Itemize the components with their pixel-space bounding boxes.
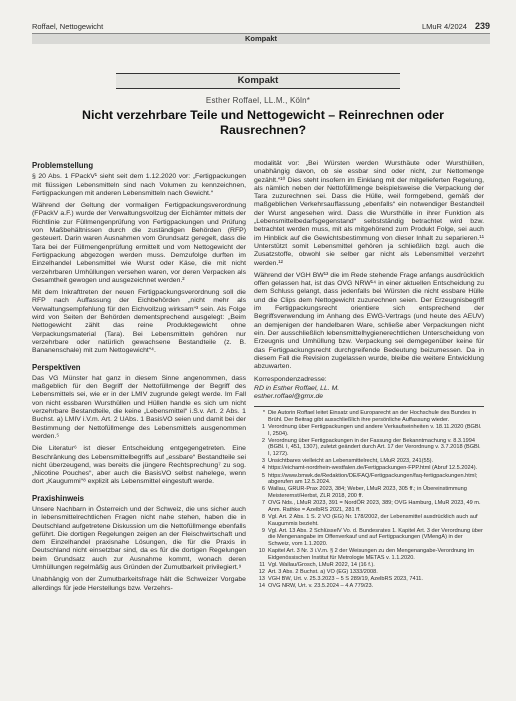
- paragraph: Während der VGH BW¹³ die im Rede stehende Frage anfangs ausdrücklich offen gelassen hat, ist das OVG NRW¹⁴ in einer aktuellen Entscheidung zu dem Schluss gelangt, dass jedenfalls bei Würsten die nicht essbare Hülle und die Clips dem Nettogewicht zuzurechnen seien. Der Erzeugnisbegriff im Fertigpackungsrecht orientiere sich entsprechend der Begriffsverwendung im Anhang des EWG-Vertrags (und heute des AEUV) an demjenigen der handelbaren Ware, schließe aber Verpackungen nicht ein. Der ausschließlich lebensmittelhygienerechtlichen Unterscheidung von Erzeugnis und Umhüllung bzw. Verpackung sei demgegenüber keine für das Fertigpackungsrecht durchgreifende Bedeutung beizumessen. Da in diesem Fall die Revision zugelassen wurde, bleibe die weitere Entwicklung abzuwarten.: [254, 271, 484, 371]
- footnote: [254, 473, 484, 486]
- footnote-number: 3: [261, 458, 265, 465]
- paragraph: Unabhängig von der Zumutbarkeitsfrage hält die Schweizer Vorgabe allerdings für jede Herstellungs bzw. Verzehrs-: [32, 576, 246, 592]
- left-column: [32, 160, 246, 695]
- heading-perspektiven: Perspektiven: [32, 362, 81, 372]
- section-heading-box: Kompakt: [116, 73, 400, 89]
- footnote: [254, 514, 484, 527]
- footnote-text: Verordnung über Fertigpackungen in der Fassung der Bekanntmachung v. 8.3.1994 (BGBl. I, 451, 1307), zuletzt geändert durch Art. 17 der Verordnung v. 3.7.2018 (BGBl. I, 1272).: [268, 437, 481, 458]
- footnote-number: 8: [261, 513, 265, 520]
- footnote-text: https://eichamt-nordrhein-westfalen.de/Fertigpackungen-FPP.html (Abruf 12.5.2024).: [268, 465, 478, 472]
- footnote-number: 13: [258, 576, 265, 583]
- journal-issue: LMuR 4/2024: [421, 21, 467, 31]
- paragraph: Unsere Nachbarn in Österreich und der Schweiz, die uns sicher auch in lebensmittelrechtlichen Fragen nicht nahe stehen, haben die in Deutschland aufgetretene Diskussion um die Nettofüllmenge ebenfalls geführt. Die dortigen Regelungen zeigen an der Fleischwirtschaft und dem Einzelhandel praxisnahe Lösungen, die für die Praxis in Deutschland nicht einsetzbar sind, da es für die dortigen Regelungen beim Grundsatz auch zur Ausnahme kommt, wonach deren Umhüllungen regelmäßig aus Gründen der Zumutbarkeit privilegiert.⁹: [32, 505, 246, 572]
- paragraph: § 20 Abs. 1 FPackV¹ sieht seit dem 1.12.2020 vor: „Fertigpackungen mit flüssigen Lebensmitteln sind nach Volumen zu kennzeichnen, Fertigpackungen mit anderen Lebensmitteln nach Gewicht.“: [32, 173, 246, 197]
- footnote-text: OVG NRW, Urt. v. 23.5.2024 – 4 A 779/23.: [268, 583, 374, 590]
- footnote: [254, 438, 484, 458]
- footnote-text: Vgl. Art. 2 Abs. 1 S. 2 VO (EG) Nr. 178/2002, der Lebensmittel ausdrücklich auch auf Kaugummis bezieht.: [268, 513, 478, 527]
- footnote-number: 14: [258, 583, 265, 590]
- author-line: Esther Roffael, LL.M., Köln*: [205, 96, 311, 105]
- footnote-number: 2: [261, 437, 265, 444]
- footnote-text: OVG Nds., LMuR 2023, 391 = NordÖR 2023, 389; OVG Hamburg, LMuR 2023, 49 m. Anm. Rathke = AzelbRS 2021, 281 ff.: [268, 500, 481, 513]
- footnote: [254, 562, 484, 569]
- footnote-text: Wallau, GRUR-Prax 2023, 384; Weber, LMuR 2023, 305 ff.; in Übereinstimmung Meisterernst/Herbst, ZLR 2018, 200 ff.: [268, 486, 467, 499]
- footnote-number: 4: [261, 465, 265, 472]
- footnote: [254, 548, 484, 561]
- footnote-number: 5: [261, 472, 265, 479]
- footnotes: [254, 406, 484, 590]
- footnote-text: Die Autorin Roffael leitet Einsatz und Europarecht an der Hochschule des Bundes in Brühl. Der Beitrag gibt ausschließlich ihre persönliche Auffassung wieder.: [268, 410, 476, 423]
- running-head-author: Roffael, Nettogewicht: [32, 21, 104, 31]
- footnote: [254, 486, 484, 499]
- correspondence-name: RD in Esther Roffael, LL. M.: [254, 384, 340, 392]
- footnote-number: *: [262, 410, 265, 417]
- footnote-text: Unsichtbares vielleicht an Lebensmittelrecht, LMuR 2023, 241(55).: [268, 458, 434, 465]
- footnote-text: Art. 3 Abs. 2 Buchst. a) VO (EG) 1333/2008.: [268, 569, 378, 576]
- heading-problemstellung: Problemstellung: [32, 161, 94, 170]
- article-title: Nicht verzehrbare Teile und Nettogewicht – Reinrechnen oder Rausrechnen?: [82, 108, 444, 137]
- running-head: [32, 20, 490, 32]
- paragraph: Mit dem Inkrafttreten der neuen Fertigpackungsverordnung soll die RFP nach Auffassung der Eichbehörden „nicht mehr als Verwaltungsempfehlung für den Eichvollzug wirksam“³ sein. Als Folge wird von Seiten der Behörden dementsprechend ausgelegt: „Beim Nettogewicht zählt das reine Produktegewicht ohne Verpackungsmaterial (Tara). Bei Lebensmitteln gehören nur verzehrbare oder natürlich gewachsene Bestandteile (z. B. Bananenschale) mit zum Nettogewicht“⁴.: [32, 289, 246, 355]
- running-head-right: [422, 21, 490, 31]
- heading-praxishinweis: Praxishinweis: [32, 493, 85, 503]
- footnote: [254, 465, 484, 472]
- paragraph: Das VG Münster hat ganz in diesem Sinne angenommen, dass maßgeblich für den Begriff der Nettofüllmenge der Begriff des Lebensmittels sei, wie er in der LMIV zugrunde gelegt werde. Im Fall von nicht essbaren Wursthüllen und Hüllen handle es sich um nicht verzehrbare Bestandteile, die keine „Lebensmittel“ i.S.v. Art. 2 Abs. 1 Buchst. a) LMIV i.V.m. Art. 2 UAbs. 1 BasisVO seien und damit bei der Bestimmung der Nettofüllmenge des Lebensmittels ausgenommen werden.⁵: [32, 374, 246, 440]
- footnote: [254, 500, 484, 513]
- footnote: [254, 569, 484, 576]
- footnote: [254, 583, 484, 590]
- footnote: [254, 528, 484, 548]
- footnote: [254, 458, 484, 465]
- footnote-text: Vgl. Wallau/Grosch, LMuR 2022, 14 (16 f.).: [268, 561, 375, 568]
- footnote-number: 11: [259, 561, 265, 568]
- footnote: [254, 576, 484, 583]
- footnote-text: Kapitel Art. 3 Nr. 3 i.V.m. § 2 der Weisungen zu den Mengenangabe-Verordnung im Eidgenössischen Institut für Metrologie METAS v. 1.1.2020.: [268, 548, 474, 561]
- footnote-number: 10: [258, 548, 265, 555]
- page-number: 239: [474, 21, 490, 31]
- footnote: [254, 424, 484, 437]
- footnote-text: VGH BW, Urt. v. 25.3.2023 – 5 S 289/19, AzelbRS 2023, 7411.: [268, 576, 423, 583]
- top-category-band: Kompakt: [32, 33, 490, 44]
- right-column: [254, 160, 484, 695]
- paragraph: modalität vor: „Bei Würsten werden Wursthäute oder Wursthüllen, unabhängig davon, ob sie essbar sind oder nicht, zur Nettomenge gezählt.“¹⁰ Dies steht insofern im Einklang mit der mitgelieferten Regelung, als nämlich neben der Nettofüllmenge beispielsweise die Verpackung der Tara zuzurechnen sei. Dass die Hülle, weil formgebend, gemäß der maßgeblichen Verkehrsauffassung „ebenfalls“ ein notwendiger Bestandteil der Wurst angesehen wird. Dass die Wursthülle in ihrer Funktion als „Lebensmittelbedarfsgegenstand“ selbstständig betrachtet wird bzw. betrachtet werden muss, mit als mitgehörend zum Produkt Folge, sei auch im Hinblick auf die Gewichtsbestimmung von dieser Inhalt zu separieren.¹¹ Unterstützt somit Lebensmittel gehören ja schließlich bzgl. auch die Zusatzstoffe, obwohl sie selber gar nicht als Lebensmittel verzehrt werden.¹²: [254, 160, 484, 267]
- footnote-text: https://www.bmwk.de/Redaktion/DE/FAQ/Fertigpackungen/faq-fertigpackungen.html; abgerufen am 12.5.2024.: [268, 472, 478, 486]
- footnote-text: Verordnung über Fertigpackungen und andere Verkaufseinheiten v. 18.11.2020 (BGBl. I, 2504).: [268, 424, 482, 437]
- footnote-text: Vgl. Art. 13 Abs. 2 SchlüsselV Vo. d. Bundesrates 1. Kapitel Art. 3 der Verordnung über die Mengenangabe im Offenverkauf und auf Fertigpackungen (VMengA) in der Schweiz, vom 1.1.2020.: [268, 527, 483, 547]
- footnote-number: 7: [261, 500, 265, 507]
- footnote: [254, 410, 484, 423]
- footnote-number: 12: [258, 569, 265, 576]
- footnote-number: 6: [261, 486, 265, 493]
- paragraph: Die Literatur⁶ ist dieser Entscheidung entgegengetreten. Eine Beschränkung des Lebensmittelbegriffs auf „essbare“ Bestandteile sei nicht überzeugend, was bereits die jüngere Rechtsprechung⁷ zu sog. „Nicotine Pouches“, aber auch die BasisVO selbst nahelege, wenn dort „Kaugummi“⁸ explizit als Lebensmittel eingestuft werde.: [32, 445, 246, 486]
- correspondence-address: [254, 376, 484, 401]
- footnote-number: 9: [261, 527, 265, 534]
- footnote-number: 1: [261, 424, 265, 431]
- correspondence-email[interactable]: esther.roffael@gmx.de: [254, 393, 324, 401]
- correspondence-label: Korrespondenzadresse:: [254, 376, 327, 384]
- paragraph: Während der Geltung der vormaligen Fertigpackungsverordnung (FPackV a.F.) wurde der Verwaltungsvollzug der Eichämter mittels der Richtlinie zur Füllmengenprüfung von Fertigpackungen und Prüfung von Maßbehältnissen durch die zuständigen Behörden (RFP) gesteuert. Darin waren Ausnahmen vom Grundsatz geregelt, dass die Tara bei der Füllmengenprüfung ermittelt und vom Nettogewicht der Fertigpackung abgezogen werden muss. Demzufolge durften im Einzelhandel Lebensmittel wie Wurst oder Käse, die mit nicht verzehrbaren Umhüllungen versehen waren, vor deren Verpacken als Gesamtheit gewogen und ausgezeichnet werden.²: [32, 202, 246, 284]
